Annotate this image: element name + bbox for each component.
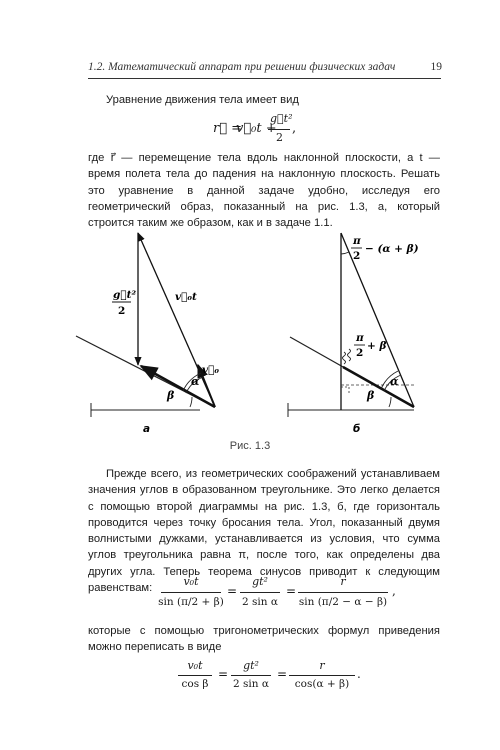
eq2-f2-num: gt² (252, 575, 268, 588)
label-beta-b: β (367, 389, 375, 402)
eq3-f1-bar (178, 675, 212, 676)
eq3-f3-num: r (319, 659, 325, 672)
eq2-f1-num: v₀t (183, 575, 199, 588)
label-mid-rest-b: + β (367, 340, 387, 352)
equation-sines (0, 575, 500, 619)
eq3-f2-num: gt² (243, 659, 259, 672)
eq3-f1-den: cos β (181, 678, 209, 690)
paragraph-2: Прежде всего, из геометрических соображений устанавливаем значения углов в образованном треугольнике. Это легко делается с помощью второй диаграммы на рис. 1.3, б, где горизонталь проводится через точку бросания тела. Угол, показанный двумя волнистыми дужками, устанавливается из условия, что сумма углов треугольника равна π, после того, как определены два других угла. Теперь теорема синусов приводит к следующим равенствам: (88, 468, 440, 595)
diagram-b (288, 233, 419, 435)
eq2-end: , (392, 584, 396, 598)
eq3-f3-den: cos(α + β) (294, 678, 350, 690)
label-v0-a: v⃗₀ (202, 364, 220, 376)
eq3-eq-1: = (218, 667, 229, 681)
angle-beta-arc-a (190, 397, 192, 407)
sublabel-b: б (353, 423, 361, 435)
running-header-title: 1.2. Математический аппарат при решении физических задач (88, 61, 396, 73)
figure-caption: Рис. 1.3 (229, 440, 271, 452)
label-mid-num-b: π (356, 332, 364, 344)
eq3-f1-num: v₀t (187, 659, 203, 672)
eq3-f2-den: 2 sin α (233, 678, 269, 690)
label-top-den-b: 2 (353, 250, 361, 262)
eq3-eq-2: = (277, 667, 288, 681)
page-number: 19 (430, 61, 442, 73)
eq2-eq-1: = (227, 584, 238, 598)
label-top-rest-b: − (α + β) (365, 243, 419, 255)
label-alpha-b: α (390, 375, 399, 388)
wavy-arc-b-1 (343, 352, 346, 364)
side-v0t-b (341, 233, 414, 407)
label-v0t-a: v⃗₀t (175, 291, 197, 303)
eq3-f3-bar (289, 675, 355, 676)
eq2-f3-num: r (340, 575, 346, 588)
eq1-numerator: g⃗t² (270, 112, 293, 125)
paragraph-1: где r⃗ — перемещение тела вдоль наклонной плоскости, а t — время полета тела до падения на наклонную плоскость. Решать это уравнение в данной задаче удобно, исследуя его геометрический образ, показанный на рис. 1.3, а, который строится таким же образом, как и в задаче 1.1. (88, 152, 440, 230)
eq2-f3-den: sin (π/2 − α − β) (298, 596, 388, 608)
eq2-f1-bar (161, 592, 221, 593)
eq1-lhs: r⃗ = (213, 121, 243, 136)
diagram-a (76, 233, 219, 435)
wavy-arc-b-2 (348, 349, 351, 361)
eq2-f2-den: 2 sin α (242, 596, 278, 608)
eq2-f3-bar (298, 592, 388, 593)
label-alpha-a: α (191, 375, 200, 388)
label-gt2-den-a: 2 (118, 305, 126, 317)
angle-beta-arc-b (389, 397, 391, 407)
label-top-num-b: π (353, 235, 361, 247)
eq3-f2-bar (231, 675, 271, 676)
label-beta-a: β (167, 389, 175, 402)
intro-line: Уравнение движения тела имеет вид (106, 94, 299, 106)
eq2-f1-den: sin (π/2 + β) (158, 596, 224, 608)
sublabel-a: а (143, 423, 151, 435)
label-mid-den-b: 2 (356, 347, 364, 359)
eq1-end: , (292, 121, 297, 136)
eq2-f2-bar (240, 592, 280, 593)
eq2-eq-2: = (286, 584, 297, 598)
equation-reduced (0, 659, 500, 695)
paragraph-3: которые с помощью тригонометрических формул приведения можно переписать в виде (88, 625, 440, 654)
angle-top-arc-b (341, 252, 349, 254)
right-angle-marker-b (341, 387, 349, 395)
side-r-b (343, 367, 414, 407)
label-gt2-num-a: g⃗t² (113, 289, 137, 301)
eq1-term1: v⃗₀t + (236, 121, 277, 136)
eq1-denominator: 2 (276, 131, 283, 144)
eq3-end: . (357, 667, 361, 681)
